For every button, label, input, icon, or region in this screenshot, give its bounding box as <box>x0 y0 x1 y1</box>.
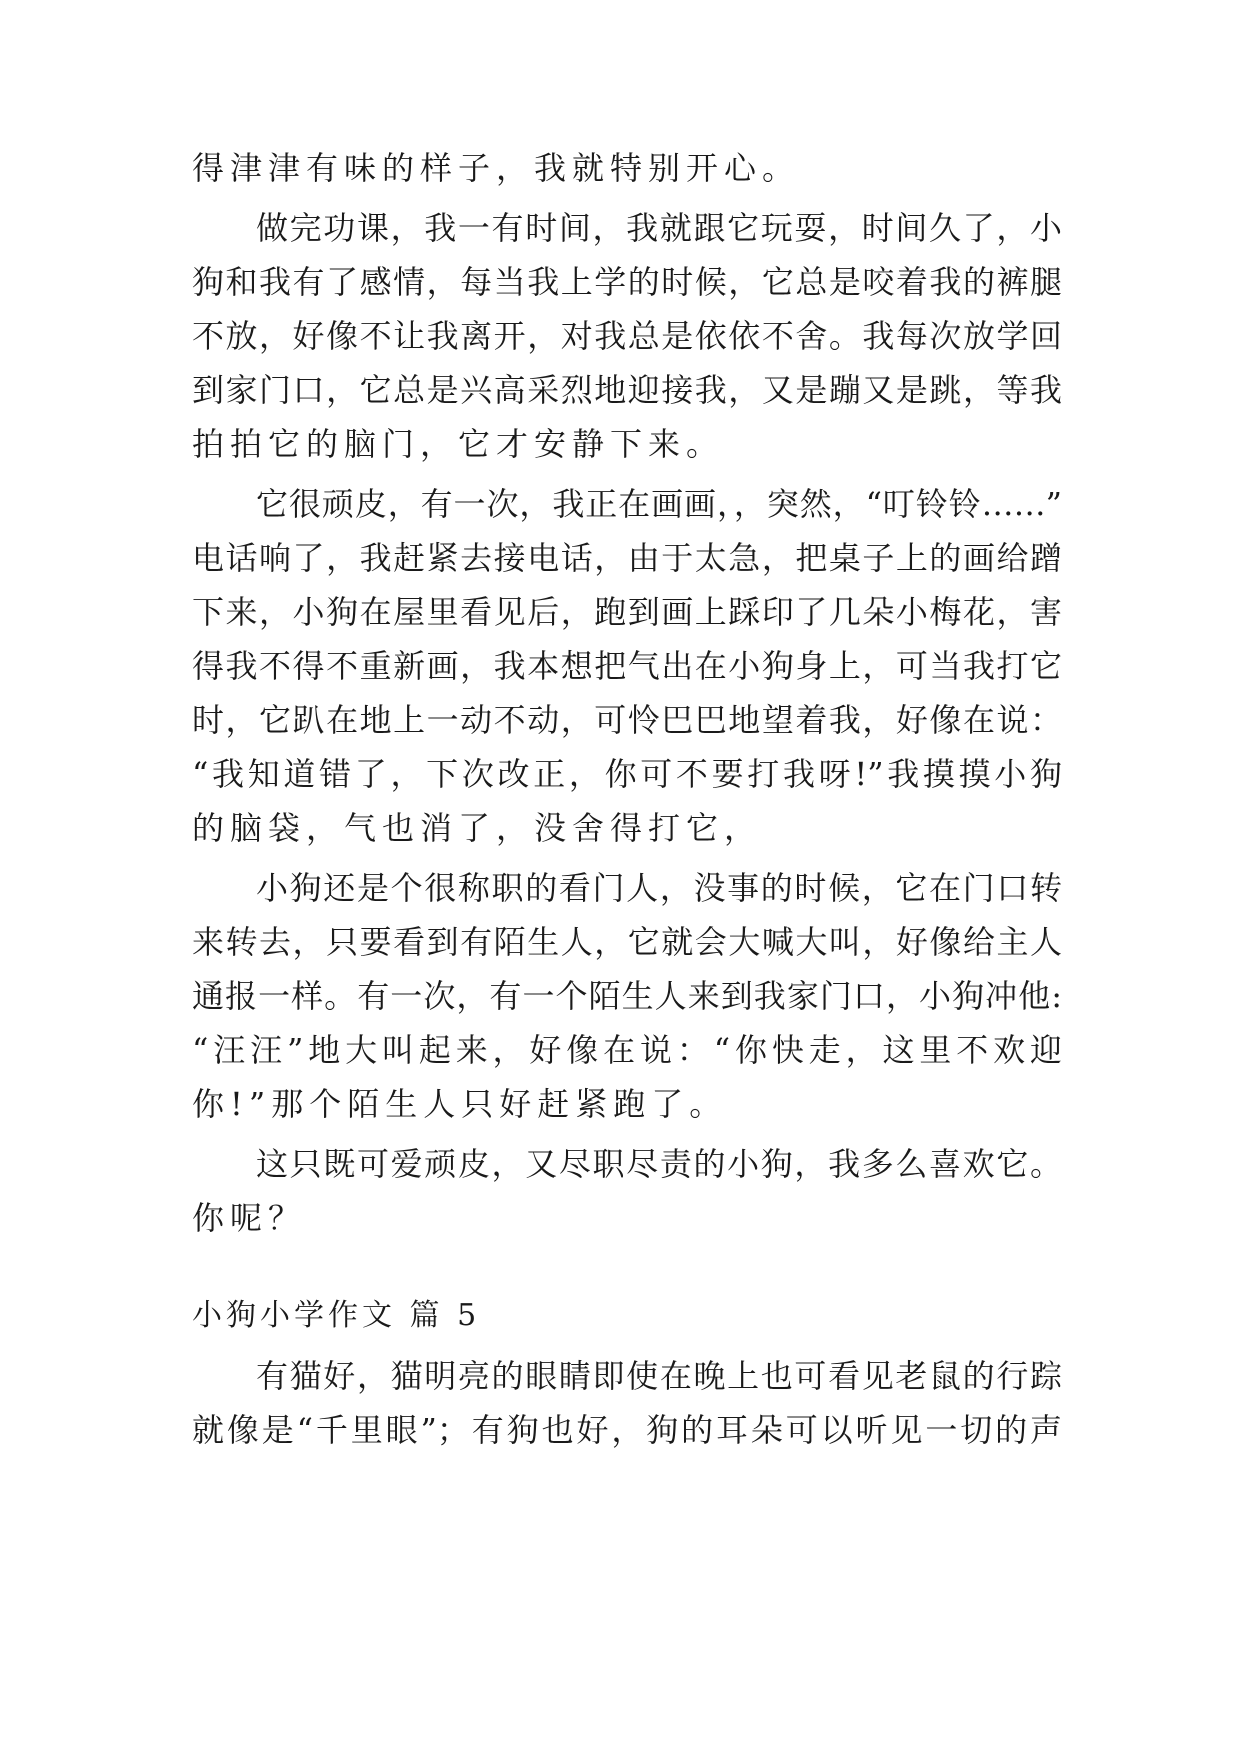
text-line: 来转去，只要看到有陌生人，它就会大喊大叫，好像给主人 <box>192 923 1062 961</box>
section-heading: 小狗小学作文 篇 5 <box>192 1298 481 1333</box>
text-line: 有猫好，猫明亮的眼睛即使在晚上也可看见老鼠的行踪 <box>256 1357 1062 1395</box>
text-line: 你呢？ <box>192 1199 307 1237</box>
text-line: 它很顽皮，有一次，我正在画画，，突然，“叮铃铃……” <box>256 485 1062 523</box>
text-line: 做完功课，我一有时间，我就跟它玩耍，时间久了，小 <box>256 209 1062 247</box>
text-line: 到家门口，它总是兴高采烈地迎接我，又是蹦又是跳，等我 <box>192 371 1062 409</box>
text-line: 得我不得不重新画，我本想把气出在小狗身上，可当我打它 <box>192 647 1062 685</box>
text-line: 这只既可爱顽皮，又尽职尽责的小狗，我多么喜欢它。 <box>256 1145 1062 1183</box>
text-line: “我知道错了，下次改正，你可不要打我呀!”我摸摸小狗 <box>192 755 1062 793</box>
text-line: 通报一样。有一次，有一个陌生人来到我家门口，小狗冲他: <box>192 977 1062 1015</box>
text-line: 就像是“千里眼”；有狗也好，狗的耳朵可以听见一切的声 <box>192 1411 1062 1449</box>
text-line: 拍拍它的脑门，它才安静下来。 <box>192 425 725 463</box>
text-line: 电话响了，我赶紧去接电话，由于太急，把桌子上的画给蹭 <box>192 539 1062 577</box>
text-line: 时，它趴在地上一动不动，可怜巴巴地望着我，好像在说： <box>192 701 1062 739</box>
text-line: 狗和我有了感情，每当我上学的时候，它总是咬着我的裤腿 <box>192 263 1062 301</box>
text-line: 的脑袋，气也消了，没舍得打它， <box>192 809 763 847</box>
text-line: 你!”那个陌生人只好赶紧跑了。 <box>192 1085 728 1123</box>
text-line: 不放，好像不让我离开，对我总是依依不舍。我每次放学回 <box>192 317 1062 355</box>
text-line: 小狗还是个很称职的看门人，没事的时候，它在门口转 <box>256 869 1062 907</box>
text-line: 下来，小狗在屋里看见后，跑到画上踩印了几朵小梅花，害 <box>192 593 1062 631</box>
text-line: “汪汪”地大叫起来，好像在说：“你快走，这里不欢迎 <box>192 1031 1062 1069</box>
text-line: 得津津有味的样子，我就特别开心。 <box>192 149 801 187</box>
